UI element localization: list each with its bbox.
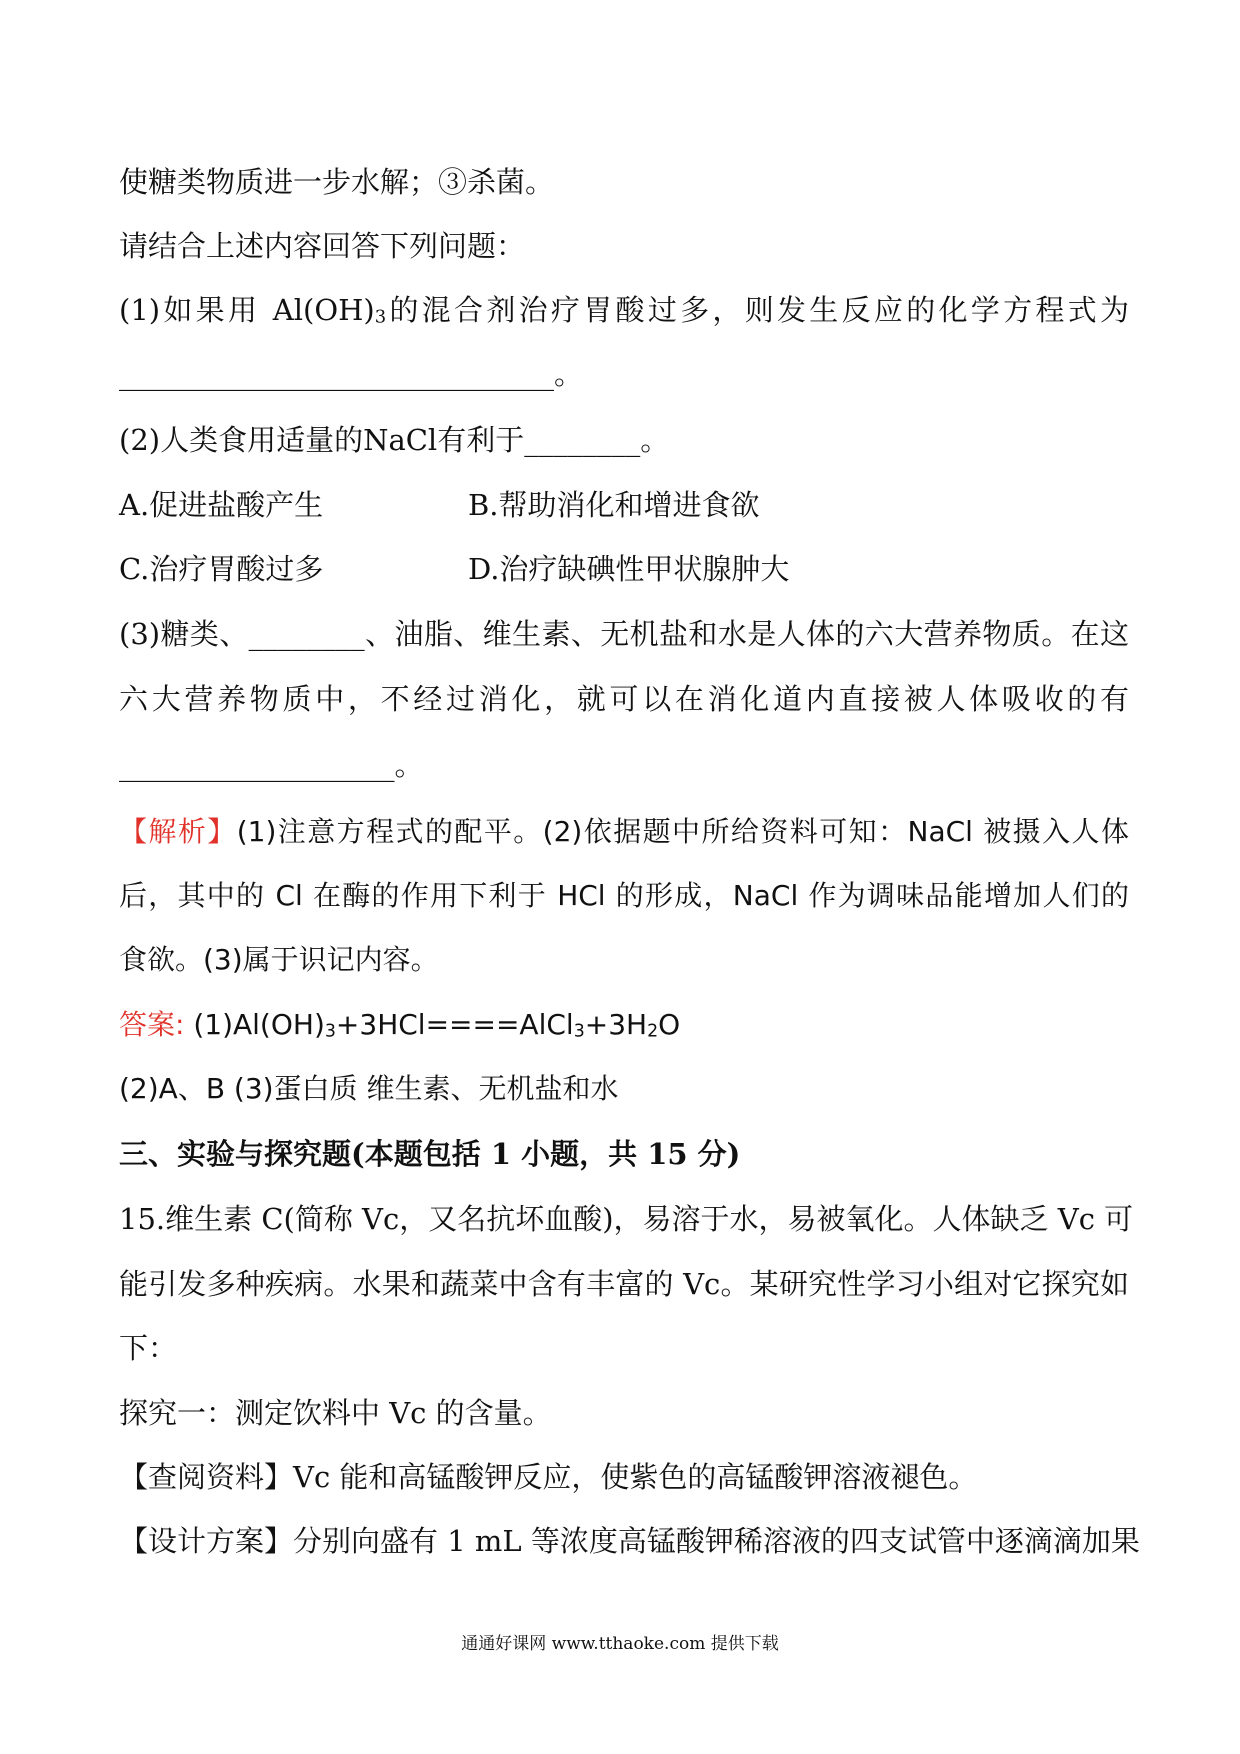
question-3: (3)糖类、________、油脂、维生素、无机盐和水是人体的六大营养物质。在这 [119, 617, 1129, 651]
analysis-line: 【解析】(1)注意方程式的配平。(2)依据题中所给资料可知：NaCl 被摄入人体 [119, 815, 1129, 848]
text-line: 【设计方案】分别向盛有 1 mL 等浓度高锰酸钾稀溶液的四支试管中逐滴滴加果 [119, 1524, 1140, 1558]
option-d: D.治疗缺碘性甲状腺肿大 [468, 552, 790, 586]
question-15: 15.维生素 C(简称 Vc，又名抗坏血酸)，易溶于水，易被氧化。人体缺乏 Vc 可 [119, 1202, 1134, 1236]
analysis-line: 后，其中的 Cl 在酶的作用下利于 HCl 的形成，NaCl 作为调味品能增加人们的 [119, 879, 1129, 912]
section-heading: 三、实验与探究题(本题包括 1 小题，共 15 分) [119, 1137, 741, 1171]
question-15: 下： [119, 1331, 178, 1365]
question-15: 能引发多种疾病。水果和蔬菜中含有丰富的 Vc。某研究性学习小组对它探究如 [119, 1267, 1129, 1301]
answer-tag: 答案: [119, 1008, 185, 1041]
option-a: A.促进盐酸产生 [119, 488, 324, 522]
answer-equation: 答案: $(1)Al(OH)_3+3HCl====AlCl_3+3H_2O$ [119, 1008, 681, 1042]
answer-blank: ___________________。 [119, 748, 424, 782]
analysis-tag: 【解析】 [119, 815, 237, 848]
analysis-line: 食欲。(3)属于识记内容。 [119, 943, 439, 976]
question-2: (2)人类食用适量的NaCl有利于________。 [119, 423, 670, 457]
text-line: 使糖类物质进一步水解；③杀菌。 [119, 165, 555, 199]
text-line: 请结合上述内容回答下列问题： [119, 229, 526, 263]
answer-line: (2)A、B (3)蛋白质 维生素、无机盐和水 [119, 1072, 619, 1105]
question-1: (1)如果用 $Al(OH)_3$的混合剂治疗胃酸过多，则发生反应的化学方程式为 [119, 293, 1129, 328]
text-line: 探究一：测定饮料中 Vc 的含量。 [119, 1396, 552, 1430]
answer-blank: ______________________________。 [119, 357, 584, 391]
option-c: C.治疗胃酸过多 [119, 552, 324, 586]
question-3: 六大营养物质中，不经过消化，就可以在消化道内直接被人体吸收的有 [119, 682, 1129, 716]
option-b: B.帮助消化和增进食欲 [468, 488, 760, 522]
page-footer: 通通好课网 www.tthaoke.com 提供下载 [461, 1634, 779, 1654]
text-line: 【查阅资料】Vc 能和高锰酸钾反应，使紫色的高锰酸钾溶液褪色。 [119, 1460, 978, 1494]
